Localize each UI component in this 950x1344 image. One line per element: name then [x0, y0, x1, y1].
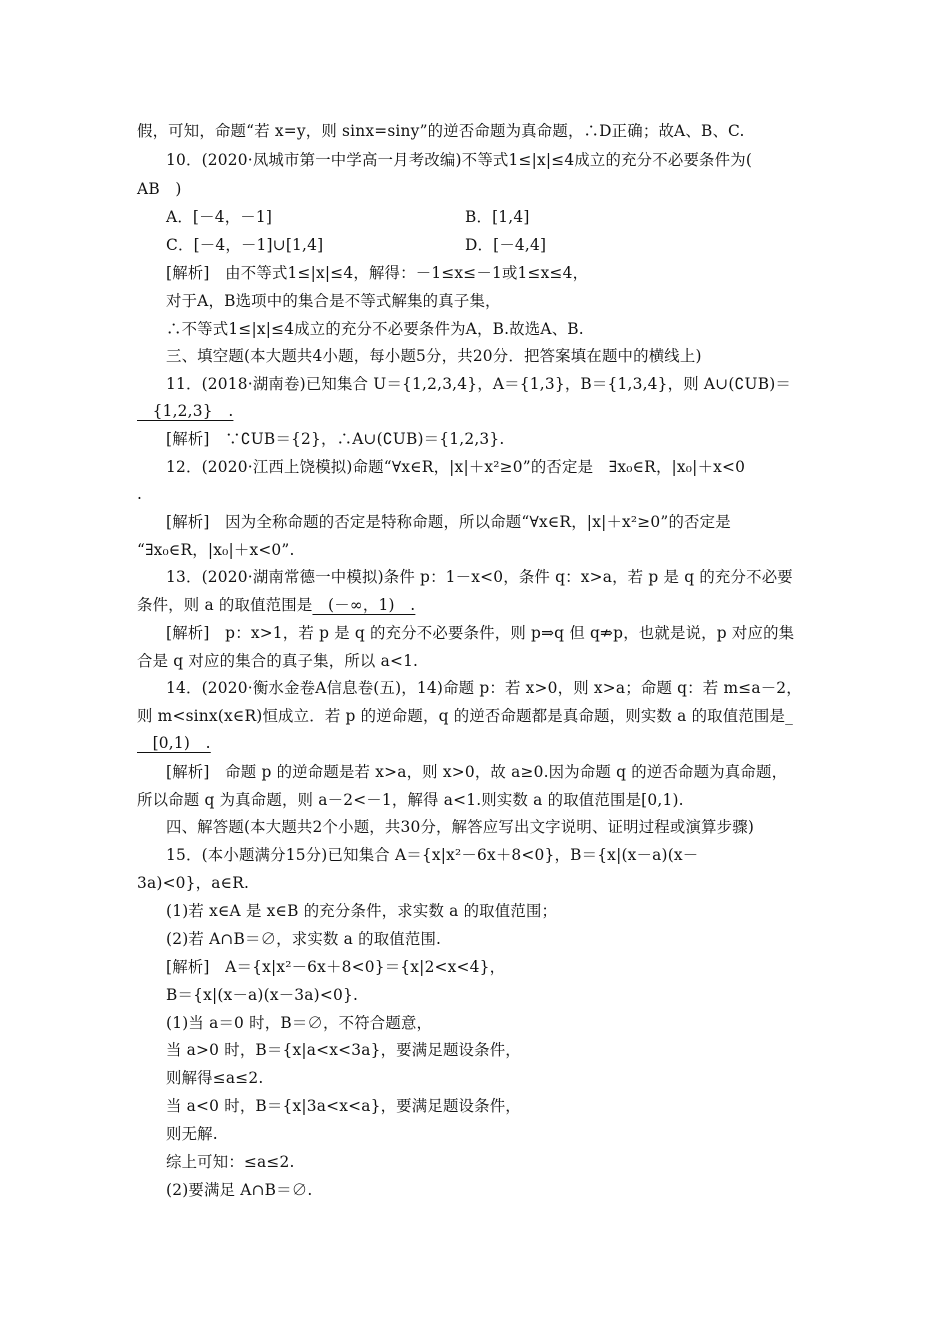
question-14-answer: [0,1) . [137, 734, 211, 752]
analysis-15-line-7: 则无解. [166, 1125, 218, 1143]
analysis-12-line-1: [解析] 因为全称命题的否定是特称命题，所以命题“∀x∈R，|x|＋x²≥0”的否定是 [166, 513, 731, 531]
analysis-10-line-1: [解析] 由不等式1≤|x|≤4，解得：－1≤x≤－1或1≤x≤4， [166, 264, 589, 282]
section-3-heading: 三、填空题(本大题共4小题，每小题5分，共20分．把答案填在题中的横线上) [166, 347, 702, 365]
question-13-line-2 [137, 595, 415, 615]
analysis-11: [解析] ∵∁UB＝{2}，∴A∪(∁UB)＝{1,2,3}. [166, 430, 505, 448]
analysis-15-line-9: (2)要满足 A∩B＝∅. [166, 1181, 313, 1199]
question-12-tail: . [137, 485, 143, 503]
option-b: B．[1,4] [465, 208, 530, 226]
question-13-text: 条件，则 a 的取值范围是 [137, 596, 313, 614]
option-a: A．[－4，－1] [166, 208, 273, 226]
question-10-answer: AB ) [137, 180, 182, 198]
analysis-15-line-1: [解析] A＝{x|x²－6x＋8<0}＝{x|2<x<4}， [166, 958, 506, 976]
analysis-13-line-2: 合是 q 对应的集合的真子集，所以 a<1. [137, 652, 419, 670]
analysis-15-line-4: 当 a>0 时，B＝{x|a<x<3a}，要满足题设条件， [166, 1041, 521, 1059]
question-14-line-2: 则 m<sinx(x∈R)恒成立．若 p 的逆命题，q 的逆否命题都是真命题，则实数 a 的取值范围是_ [137, 707, 794, 725]
question-15-stem: 15．(本小题满分15分)已知集合 A＝{x|x²－6x＋8<0}，B＝{x|(x－a)(x－ [166, 846, 699, 864]
question-11-answer: {1,2,3} . [137, 402, 234, 420]
analysis-10-line-2: 对于A，B选项中的集合是不等式解集的真子集， [166, 292, 501, 310]
analysis-14-line-1: [解析] 命题 p 的逆命题是若 x>a，则 x>0，故 a≥0.因为命题 q 的逆否命题为真命题， [166, 763, 788, 781]
question-11-stem: 11．(2018·湖南卷)已知集合 U＝{1,2,3,4}，A＝{1,3}，B＝{1,3,4}，则 A∪(∁UB)＝ [166, 375, 792, 393]
option-c: C．[－4，－1]∪[1,4] [166, 236, 324, 254]
section-4-heading: 四、解答题(本大题共2个小题，共30分，解答应写出文字说明、证明过程或演算步骤) [166, 818, 755, 836]
question-15-part-2: (2)若 A∩B＝∅，求实数 a 的取值范围. [166, 930, 442, 948]
analysis-15-line-5: 则解得≤a≤2. [166, 1069, 264, 1087]
question-14-stem: 14．(2020·衡水金卷A信息卷(五)，14)命题 p：若 x>0，则 x>a；命题 q：若 m≤a－2， [166, 679, 802, 697]
question-13-stem: 13．(2020·湖南常德一中模拟)条件 p：1－x<0，条件 q：x>a，若 p 是 q 的充分不必要 [166, 568, 793, 586]
analysis-13-line-1: [解析] p：x>1，若 p 是 q 的充分不必要条件，则 p⇒q 但 q⇏p，也就是说，p 对应的集 [166, 624, 795, 642]
question-12-stem: 12．(2020·江西上饶模拟)命题“∀x∈R，|x|＋x²≥0”的否定是 ∃x₀∈R，|x₀|＋x<0 [166, 458, 746, 476]
analysis-15-line-2: B＝{x|(x－a)(x－3a)<0}. [166, 986, 359, 1004]
analysis-14-line-2: 所以命题 q 为真命题，则 a－2<－1，解得 a<1.则实数 a 的取值范围是[0,1). [137, 791, 684, 809]
analysis-10-line-3: ∴不等式1≤|x|≤4成立的充分不必要条件为A，B.故选A、B. [166, 320, 584, 338]
question-15-part-1: (1)若 x∈A 是 x∈B 的充分条件，求实数 a 的取值范围； [166, 902, 558, 920]
text-line: 假，可知，命题“若 x=y，则 sinx=siny”的逆否命题为真命题，∴D正确；故A、B、C. [137, 122, 745, 140]
analysis-12-line-2: “∃x₀∈R，|x₀|＋x<0”. [137, 541, 295, 559]
question-15-line-2: 3a)<0}，a∈R. [137, 874, 250, 892]
analysis-15-line-8: 综上可知：≤a≤2. [166, 1153, 295, 1171]
analysis-15-line-6: 当 a<0 时，B＝{x|3a<x<a}，要满足题设条件， [166, 1097, 521, 1115]
option-d: D．[－4,4] [465, 236, 547, 254]
analysis-15-line-3: (1)当 a＝0 时，B＝∅，不符合题意， [166, 1014, 433, 1032]
question-10-stem: 10．(2020·凤城市第一中学高一月考改编)不等式1≤|x|≤4成立的充分不必要条件为( [166, 151, 753, 169]
question-13-answer: (－∞，1) . [312, 596, 416, 614]
